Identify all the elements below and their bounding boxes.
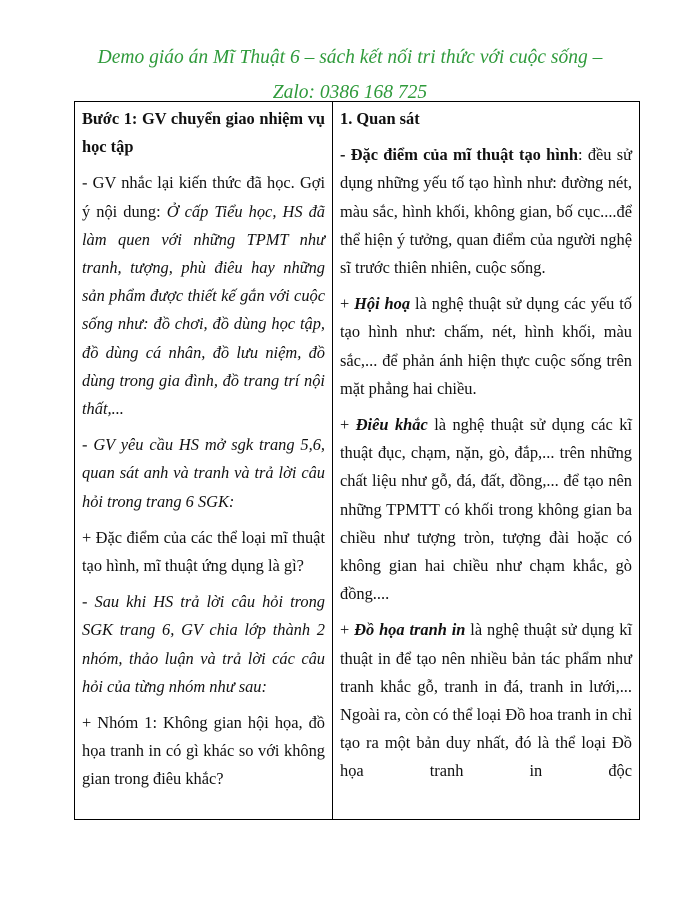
teacher-activity-column (75, 102, 333, 819)
section-title: 1. Quan sát (340, 109, 420, 128)
left-paragraph-2: - GV yêu cầu HS mở sgk trang 5,6, quan sát anh và tranh và trả lời câu hỏi trong trang 6 SGK: (82, 435, 325, 511)
header-contact: Zalo: 0386 168 725 (272, 82, 428, 103)
lesson-table (74, 101, 640, 820)
content-column (333, 102, 639, 819)
right-paragraph-printmaking: + Đồ họa tranh in là nghệ thuật sử dụng kĩ thuật in để tạo nên nhiều bản tác phẩm như tranh khắc gỗ, tranh in đá, tranh in lưới,... Ngoài ra, còn có thể loại Đồ hoa tranh in chỉ tạo ra một bản duy nhất, đó là thể loại Đồ họa tranh in độc (340, 620, 632, 781)
left-paragraph-1: - GV nhắc lại kiến thức đã học. Gợi ý nội dung: Ở cấp Tiểu học, HS đã làm quen với những TPMT như tranh, tượng, phù điêu hay những sản phẩm được thiết kế gắn với cuộc sống như: đồ chơi, đồ dùng học tập, đồ dùng cá nhân, đồ lưu niệm, đồ dùng trong gia đình, đồ trang trí nội thất,... (82, 173, 325, 419)
header-title: Demo giáo án Mĩ Thuật 6 – sách kết nối tri thức với cuộc sống – (97, 47, 603, 68)
page-header (0, 40, 700, 110)
left-paragraph-3: + Đặc điểm của các thể loại mĩ thuật tạo hình, mĩ thuật ứng dụng là gì? (82, 527, 325, 576)
left-paragraph-4: - Sau khi HS trả lời câu hỏi trong SGK trang 6, GV chia lớp thành 2 nhóm, thảo luận và trả lời các câu hỏi của từng nhóm như sau: (82, 592, 325, 696)
right-paragraph-painting: + Hội hoạ là nghệ thuật sử dụng các yếu tố tạo hình như: chấm, nét, hình khối, màu sắc,... để phản ánh hiện thực cuộc sống trên mặt phẳng hai chiều. (340, 294, 633, 398)
left-paragraph-5: + Nhóm 1: Không gian hội họa, đồ họa tranh in có gì khác so với không gian trong điêu khắc? (82, 713, 325, 789)
right-paragraph-1: - Đặc điểm của mĩ thuật tạo hình: đều sử dụng những yếu tố tạo hình như: đường nét, màu sắc, hình khối, không gian, bố cục....để thể hiện ý tưởng, quan điểm của người nghệ sĩ trước thiên nhiên, cuộc sống. (340, 145, 632, 278)
step-title: Bước 1: GV chuyển giao nhiệm vụ học tập (82, 109, 325, 157)
right-paragraph-sculpture: + Điêu khắc là nghệ thuật sử dụng các kĩ thuật đục, chạm, nặn, gò, đắp,... trên những chất liệu như gỗ, đá, đất, đồng,... để tạo nên những TPMTT có khối trong không gian ba chiều như tượng tròn, tượng đài hoặc có không gian hai chiều như chạm khắc, gò đồng.... (340, 415, 633, 604)
